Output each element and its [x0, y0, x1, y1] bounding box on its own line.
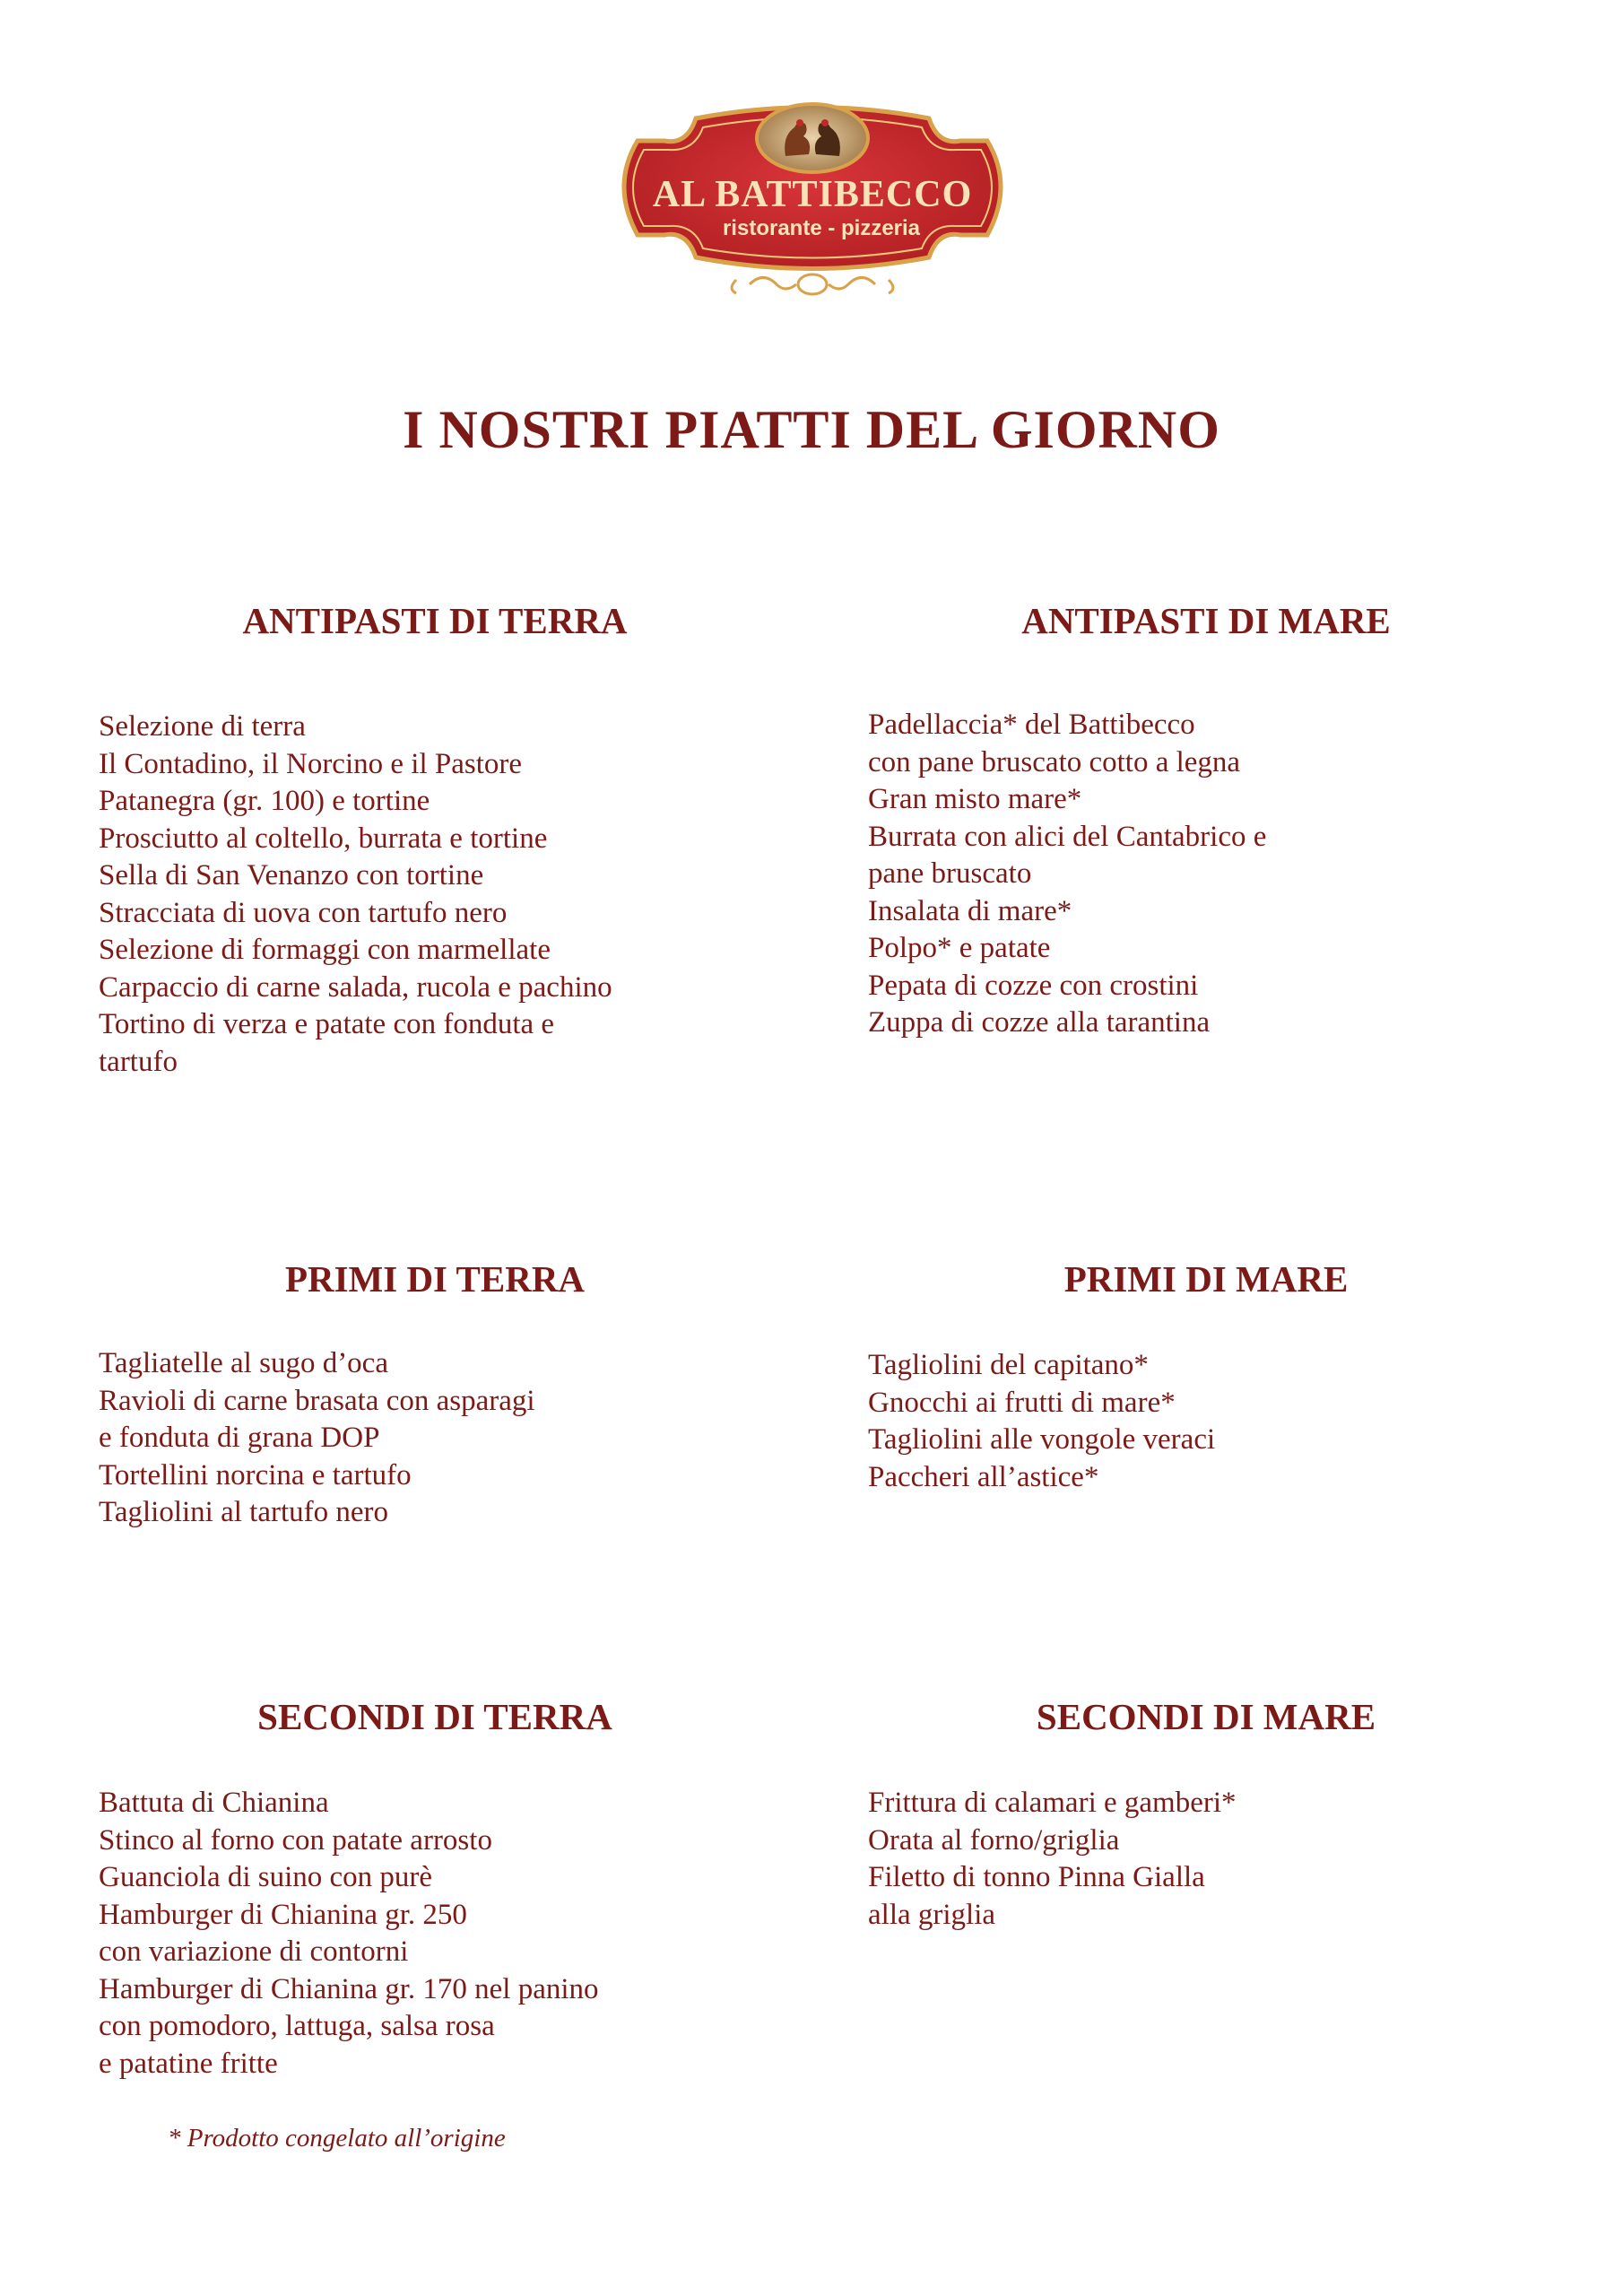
- menu-item: Tagliolini alle vongole veraci: [868, 1423, 1216, 1456]
- menu-list-secondi-mare: [868, 1785, 1549, 1934]
- menu-item: Guanciola di suino con purè: [99, 1861, 433, 1893]
- menu-item: alla griglia: [868, 1898, 996, 1931]
- menu-item: Gnocchi ai frutti di mare*: [868, 1386, 1176, 1419]
- menu-item: Gran misto mare*: [868, 783, 1082, 815]
- menu-item: Hamburger di Chianina gr. 170 nel panino: [99, 1972, 599, 2005]
- section-title-secondi-mare: SECONDI DI MARE: [1036, 1696, 1376, 1737]
- menu-item: e patatine fritte: [99, 2047, 278, 2080]
- menu-item: Selezione di formaggi con marmellate: [99, 934, 551, 966]
- logo-name: AL BATTIBECCO: [652, 174, 973, 215]
- menu-list-antipasti-terra: [99, 709, 780, 1081]
- menu-item: Selezione di terra: [99, 710, 306, 743]
- menu-item: Ravioli di carne brasata con asparagi: [99, 1384, 535, 1417]
- menu-item: con pomodoro, lattuga, salsa rosa: [99, 2010, 495, 2042]
- footnote: * Prodotto congelato all’origine: [168, 2124, 506, 2152]
- menu-item: pane bruscato: [868, 857, 1032, 890]
- menu-list-secondi-terra: [99, 1785, 780, 2083]
- menu-item: Zuppa di cozze alla tarantina: [868, 1006, 1211, 1039]
- menu-list-primi-mare: [868, 1347, 1549, 1496]
- menu-item: Sella di San Venanzo con tortine: [99, 859, 484, 891]
- section-title-antipasti-mare: ANTIPASTI DI MARE: [1021, 600, 1391, 641]
- menu-item: Padellaccia* del Battibecco: [868, 709, 1195, 741]
- section-title-antipasti-terra: ANTIPASTI DI TERRA: [242, 600, 628, 641]
- menu-item: Hamburger di Chianina gr. 250: [99, 1898, 467, 1931]
- section-title-primi-terra: PRIMI DI TERRA: [284, 1258, 586, 1300]
- menu-item: Patanegra (gr. 100) e tortine: [99, 785, 430, 817]
- menu-item: con pane bruscato cotto a legna: [868, 745, 1241, 778]
- rooster-medallion: [757, 104, 868, 172]
- menu-item: Paccheri all’astice*: [868, 1460, 1099, 1493]
- menu-item: Tagliolini al tartufo nero: [99, 1496, 389, 1528]
- menu-item: Pepata di cozze con crostini: [868, 969, 1199, 1002]
- section-title-secondi-terra: SECONDI DI TERRA: [257, 1696, 612, 1737]
- menu-item: Frittura di calamari e gamberi*: [868, 1787, 1237, 1819]
- menu-item: Prosciutto al coltello, burrata e tortine: [99, 822, 548, 855]
- menu-item: Stracciata di uova con tartufo nero: [99, 896, 508, 929]
- menu-item: Tortellini norcina e tartufo: [99, 1458, 412, 1492]
- logo-tagline: ristorante - pizzeria: [722, 216, 921, 240]
- menu-item: con variazione di contorni: [99, 1935, 409, 1968]
- menu-list-primi-terra: [99, 1345, 780, 1532]
- menu-item: Battuta di Chianina: [99, 1787, 329, 1819]
- ornament-icon: [732, 274, 893, 294]
- menu-item: e fonduta di grana DOP: [99, 1422, 380, 1454]
- menu-item: Tagliatelle al sugo d’oca: [99, 1347, 388, 1379]
- menu-item: Carpaccio di carne salada, rucola e pachino: [99, 970, 612, 1004]
- restaurant-logo: [606, 100, 1019, 316]
- menu-item: Burrata con alici del Cantabrico e: [868, 820, 1267, 853]
- menu-item: Insalata di mare*: [868, 894, 1072, 927]
- menu-item: Polpo* e patate: [868, 932, 1051, 964]
- menu-list-antipasti-mare: [868, 707, 1549, 1042]
- menu-item: tartufo: [99, 1045, 178, 1078]
- section-title-primi-mare: PRIMI DI MARE: [1063, 1258, 1349, 1300]
- menu-item: Orata al forno/griglia: [868, 1823, 1120, 1857]
- menu-item: Il Contadino, il Norcino e il Pastore: [99, 747, 523, 780]
- menu-item: Filetto di tonno Pinna Gialla: [868, 1861, 1205, 1893]
- menu-item: Tagliolini del capitano*: [868, 1349, 1149, 1381]
- menu-item: Stinco al forno con patate arrosto: [99, 1823, 492, 1857]
- menu-item: Tortino di verza e patate con fonduta e: [99, 1008, 555, 1040]
- page-title: I NOSTRI PIATTI DEL GIORNO: [403, 400, 1220, 459]
